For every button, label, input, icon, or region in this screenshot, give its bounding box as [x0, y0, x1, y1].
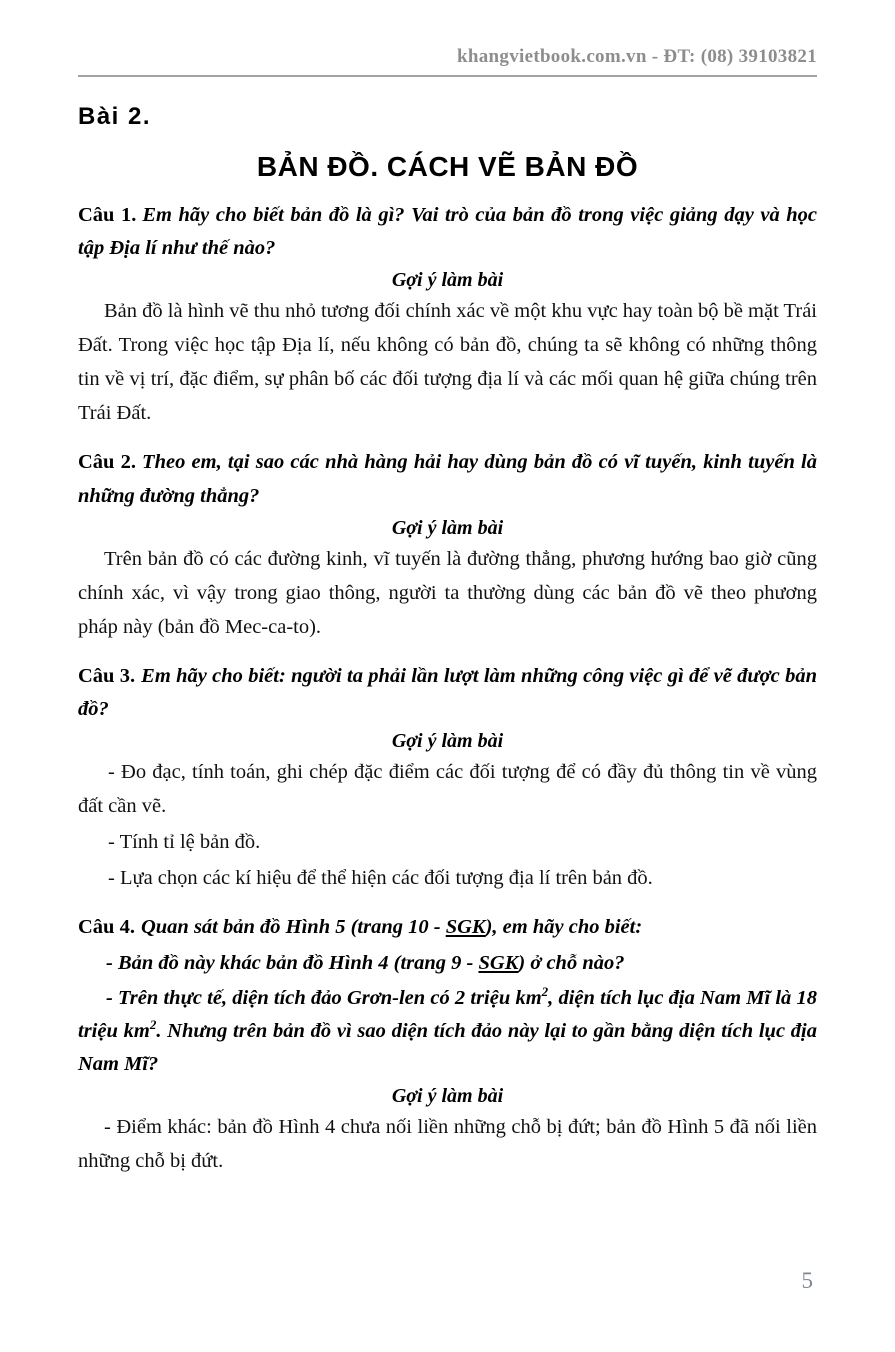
- question-4-sub-2: [78, 982, 817, 1082]
- answer-4-paragraph: - Điểm khác: bản đồ Hình 4 chưa nối liền những chỗ bị đứt; bản đồ Hình 5 đã nối liền những chỗ bị đứt.: [78, 1116, 817, 1173]
- answer-3-item-3: - Lựa chọn các kí hiệu để thể hiện các đối tượng địa lí trên bản đồ.: [108, 867, 653, 890]
- question-4-sub-1-text: ) ở chỗ nào?: [518, 951, 625, 974]
- question-3: [78, 660, 817, 726]
- lesson-label: Bài 2.: [78, 103, 152, 130]
- hint-heading-2: Gợi ý làm bài: [391, 516, 504, 539]
- question-4: [78, 911, 817, 944]
- question-4-sub-2-text: - Trên thực tế, diện tích đảo Grơn-len có 2 triệu km: [106, 986, 542, 1009]
- question-4-sub-2-text: . Nhưng trên bản đồ vì sao diện tích đảo này lại to gần bằng diện tích lục địa Nam Mĩ?: [78, 1020, 817, 1076]
- question-2-text: Theo em, tại sao các nhà hàng hải hay dùng bản đồ có vĩ tuyến, kinh tuyến là những đường thẳng?: [78, 451, 818, 507]
- site-header: khangvietbook.com.vn - ĐT: (08) 39103821: [78, 46, 817, 77]
- question-3-label: Câu 3.: [78, 664, 136, 687]
- hint-heading-4: Gợi ý làm bài: [391, 1085, 504, 1108]
- question-1-label: Câu 1.: [78, 204, 137, 226]
- answer-3-item-2: - Tính tỉ lệ bản đồ.: [108, 831, 261, 854]
- answer-3-item-1: - Đo đạc, tính toán, ghi chép đặc điểm các đối tượng để có đầy đủ thông tin về vùng đất cần vẽ.: [78, 761, 817, 818]
- question-3-text: Em hãy cho biết: người ta phải lần lượt làm những công việc gì để vẽ được bản đồ?: [78, 664, 817, 721]
- question-4-sub-1-text: - Bản đồ này khác bản đồ Hình 4 (trang 9 -: [106, 951, 479, 974]
- page-title: BẢN ĐỒ. CÁCH VẼ BẢN ĐỒ: [256, 151, 639, 182]
- question-4-sgk-ref: SGK: [445, 916, 486, 939]
- answer-1-paragraph: Bản đồ là hình vẽ thu nhỏ tương đối chính xác về một khu vực hay toàn bộ bề mặt Trái Đất. Trong việc học tập Địa lí, nếu không có bản đồ, chúng ta sẽ không có những thông tin về vị trí, đặc điểm, sự phân bố các đối tượng địa lí và các mối quan hệ giữa chúng trên Trái Đất.: [78, 300, 817, 425]
- hint-heading-1: Gợi ý làm bài: [391, 269, 504, 292]
- hint-heading-3: Gợi ý làm bài: [391, 730, 504, 753]
- question-4-sub-1-sgk-ref: SGK: [478, 951, 519, 974]
- superscript-squared: 2: [541, 983, 549, 999]
- superscript-squared: 2: [149, 1017, 157, 1033]
- page-number: 5: [801, 1268, 813, 1293]
- question-2-label: Câu 2.: [78, 451, 137, 474]
- answer-2-paragraph: Trên bản đồ có các đường kinh, vĩ tuyến là đường thẳng, phương hướng bao giờ cũng chính xác, vì vậy trong giao thông, người ta thường dùng các bản đồ vẽ theo phương pháp này (bản đồ Mec-ca-to).: [78, 547, 817, 638]
- question-4-text-part: Quan sát bản đồ Hình 5 (trang 10 -: [140, 916, 446, 939]
- question-2: [78, 446, 817, 512]
- question-4-text-part: ), em hãy cho biết:: [485, 916, 643, 939]
- question-4-label: Câu 4.: [78, 916, 135, 939]
- question-1: [78, 199, 817, 265]
- question-4-sub-2-text: , diện tích lục địa Nam Mĩ là 18 triệu km: [78, 986, 817, 1042]
- question-4-sub-1: [78, 947, 817, 980]
- question-1-text: Em hãy cho biết bản đồ là gì? Vai trò của bản đồ trong việc giảng dạy và học tập Địa lí như thế nào?: [78, 204, 817, 260]
